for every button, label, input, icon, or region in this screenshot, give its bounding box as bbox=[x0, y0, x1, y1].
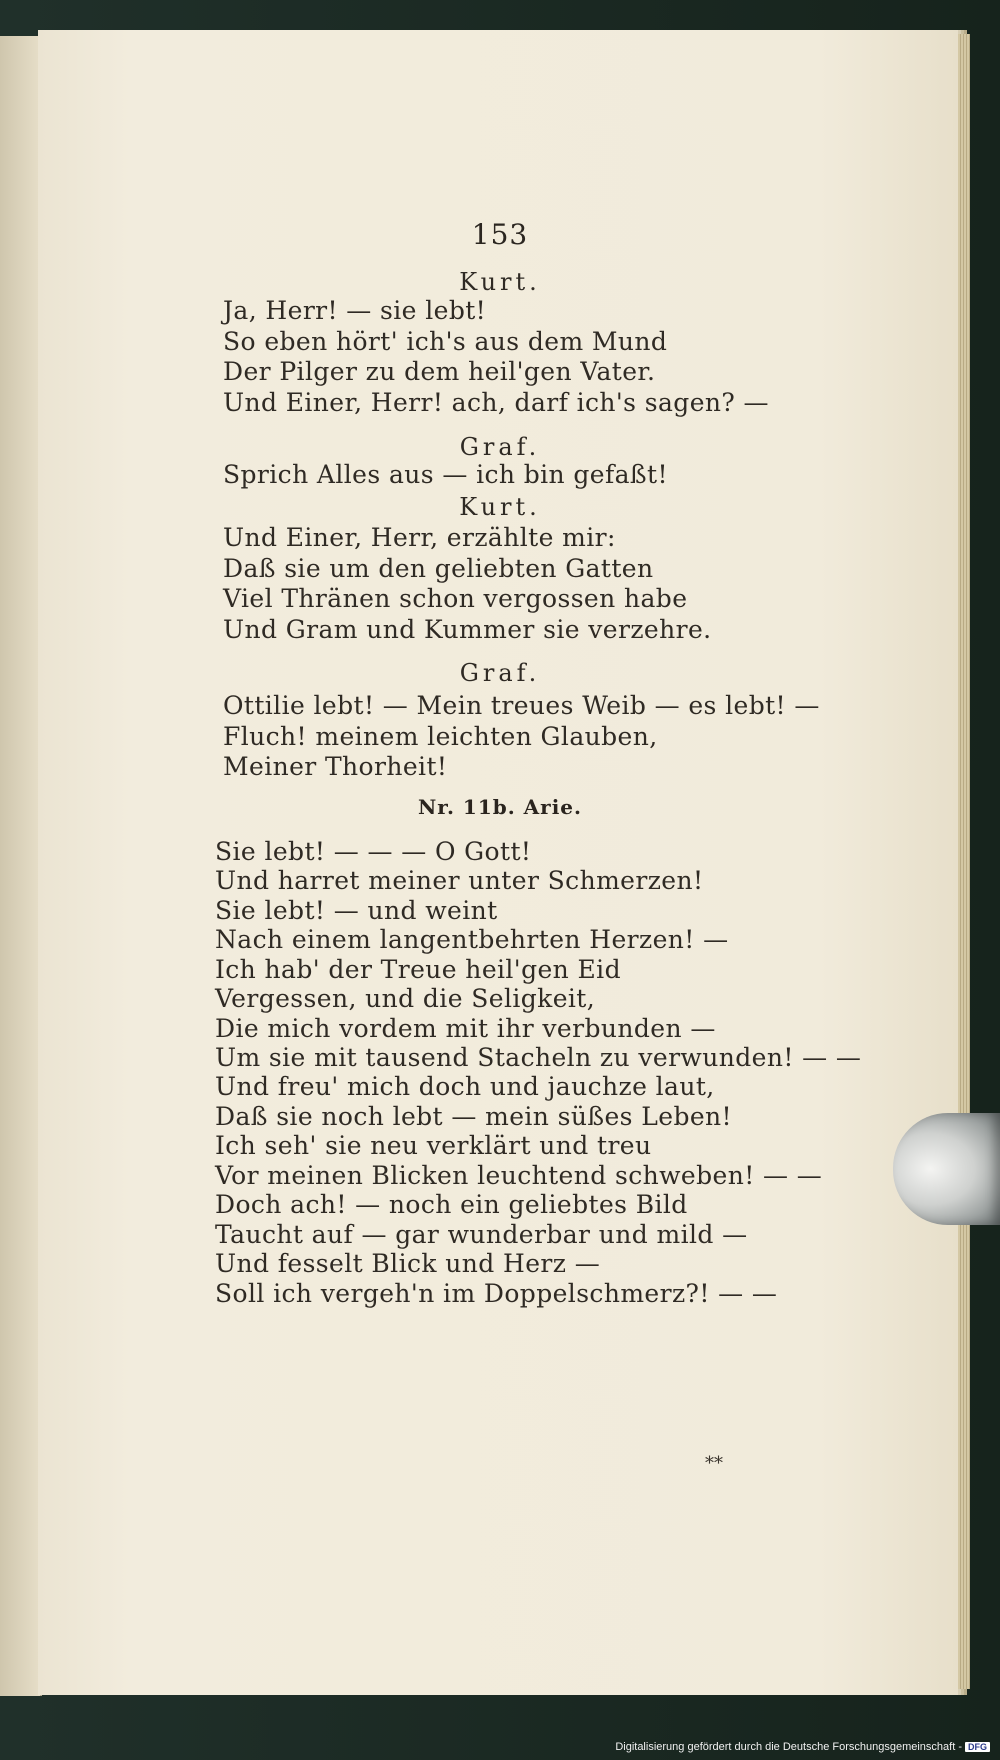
dfg-logo: DFG bbox=[965, 1742, 990, 1752]
verse-line: Ich seh' sie neu verklärt und treu bbox=[215, 1131, 652, 1160]
verse-line: Daß sie um den geliebten Gatten bbox=[223, 554, 654, 583]
verse-line: Um sie mit tausend Stacheln zu verwunden! — — bbox=[215, 1043, 862, 1072]
verse-line: Und fesselt Blick und Herz — bbox=[215, 1249, 601, 1278]
footer-credit bbox=[615, 1741, 990, 1753]
verse-line: Vergessen, und die Seligkeit, bbox=[215, 984, 596, 1013]
verse-line: Und harret meiner unter Schmerzen! bbox=[215, 866, 704, 895]
section-heading: Nr. 11b. Arie. bbox=[418, 795, 582, 819]
verse-line: Sie lebt! — und weint bbox=[215, 896, 498, 925]
verse-line: Vor meinen Blicken leuchtend schweben! — — bbox=[215, 1161, 823, 1190]
verse-line: Fluch! meinem leichten Glauben, bbox=[223, 722, 658, 751]
verse-line: Ich hab' der Treue heil'gen Eid bbox=[215, 955, 621, 984]
verse-line: Ottilie lebt! — Mein treues Weib — es lebt! — bbox=[223, 691, 820, 720]
verse-line: Und Einer, Herr! ach, darf ich's sagen? — bbox=[223, 388, 769, 417]
footer-text: Digitalisierung gefördert durch die Deutsche Forschungsgemeinschaft - bbox=[615, 1741, 962, 1753]
verse-line: Und freu' mich doch und jauchze laut, bbox=[215, 1072, 715, 1101]
verse-line: Ja, Herr! — sie lebt! bbox=[223, 296, 487, 325]
verse-line: Taucht auf — gar wunderbar und mild — bbox=[215, 1220, 748, 1249]
verse-line: Die mich vordem mit ihr verbunden — bbox=[215, 1014, 716, 1043]
verse-line: Doch ach! — noch ein geliebtes Bild bbox=[215, 1190, 688, 1219]
verse-line: So eben hört' ich's aus dem Mund bbox=[223, 327, 668, 356]
page-clip bbox=[893, 1113, 1000, 1225]
verse-line: Viel Thränen schon vergossen habe bbox=[223, 584, 688, 613]
speaker-name: Graf. bbox=[459, 433, 541, 461]
speaker-name: Kurt. bbox=[459, 268, 541, 296]
speaker-name: Graf. bbox=[459, 659, 541, 687]
verse-line: Soll ich vergeh'n im Doppelschmerz?! — — bbox=[215, 1279, 778, 1308]
verse-line: Der Pilger zu dem heil'gen Vater. bbox=[223, 357, 656, 386]
verse-line: Und Gram und Kummer sie verzehre. bbox=[223, 615, 712, 644]
speaker-name: Kurt. bbox=[459, 493, 541, 521]
verse-line: Sie lebt! — — — O Gott! bbox=[215, 837, 532, 866]
verse-line: Meiner Thorheit! bbox=[223, 752, 448, 781]
signature-mark: ** bbox=[705, 1453, 723, 1474]
page-number: 153 bbox=[471, 218, 529, 251]
verse-line: Und Einer, Herr, erzählte mir: bbox=[223, 523, 616, 552]
verse-line: Nach einem langentbehrten Herzen! — bbox=[215, 925, 729, 954]
verse-line: Daß sie noch lebt — mein süßes Leben! bbox=[215, 1102, 732, 1131]
verse-line: Sprich Alles aus — ich bin gefaßt! bbox=[223, 460, 668, 489]
